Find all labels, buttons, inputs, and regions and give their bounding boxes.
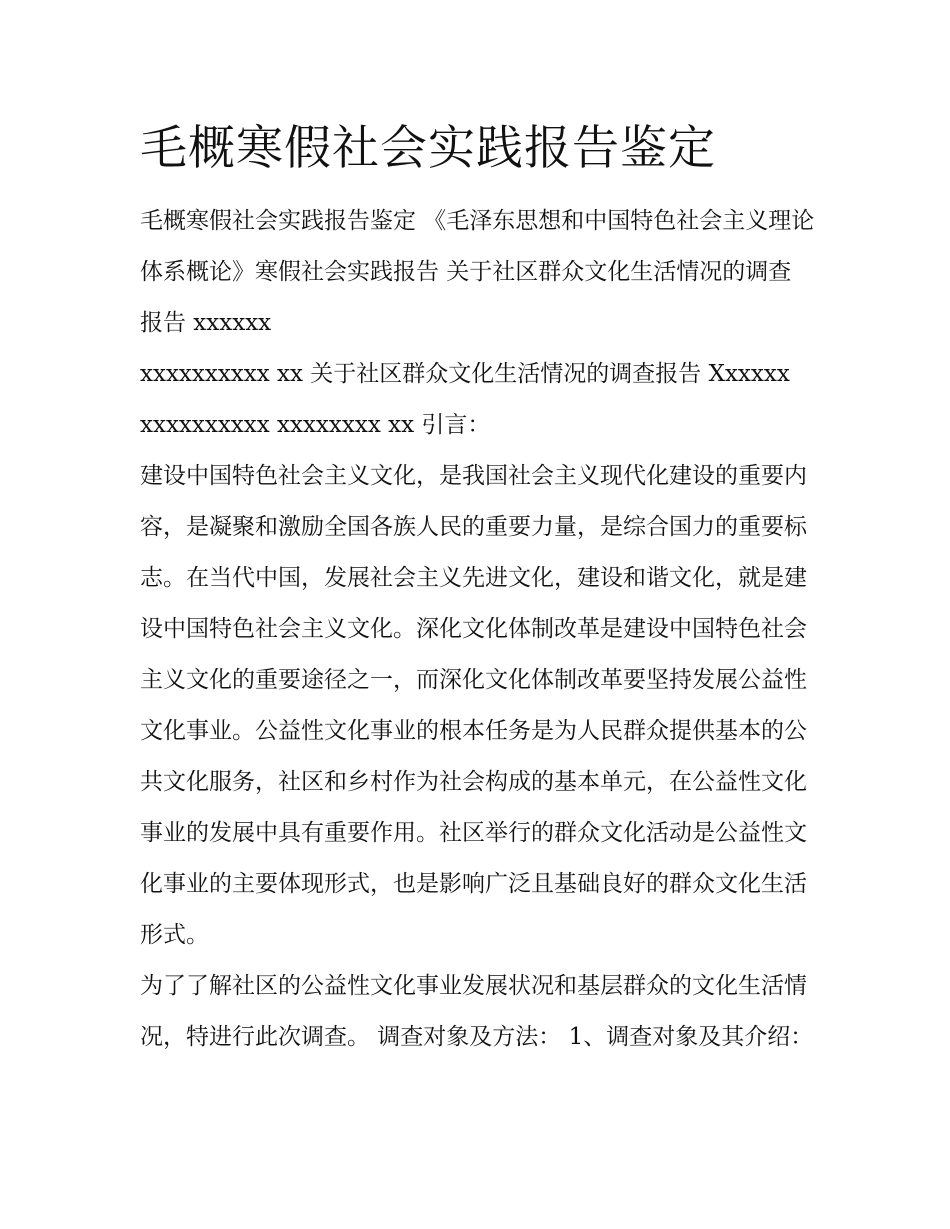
body-paragraph: 建设中国特色社会主义文化，是我国社会主义现代化建设的重要内容，是凝聚和激励全国各族人民的重要力量，是综合国力的重要标志。在当代中国，发展社会主义先进文化，建设和谐文化，就是建设中国特色社会主义文化。深化文化体制改革是建设中国特色社会主义文化的重要途径之一，而深化文化体制改革要坚持发展公益性文化事业。公益性文化事业的根本任务是为人民群众提供基本的公共文化服务，社区和乡村作为社会构成的基本单元，在公益性文化事业的发展中具有重要作用。社区举行的群众文化活动是公益性文化事业的主要体现形式，也是影响广泛且基础良好的群众文化生活形式。 (140, 463, 807, 948)
document-title: 毛概寒假社会实践报告鉴定 (140, 121, 716, 176)
method-paragraph: 为了了解社区的公益性文化事业发展状况和基层群众的文化生活情况，特进行此次调查。 调查对象及方法： 1、调查对象及其介绍： (140, 973, 814, 1050)
intro-paragraph: 毛概寒假社会实践报告鉴定 《毛泽东思想和中国特色社会主义理论体系概论》寒假社会实践报告 关于社区群众文化生活情况的调查 报告 xxxxxx (140, 208, 815, 336)
subtitle-paragraph: xxxxxxxxxx xx 关于社区群众文化生活情况的调查报告 Xxxxxx xxxxxxxxxx xxxxxxxx xx 引言： (140, 361, 790, 438)
document-page (140, 112, 820, 1063)
